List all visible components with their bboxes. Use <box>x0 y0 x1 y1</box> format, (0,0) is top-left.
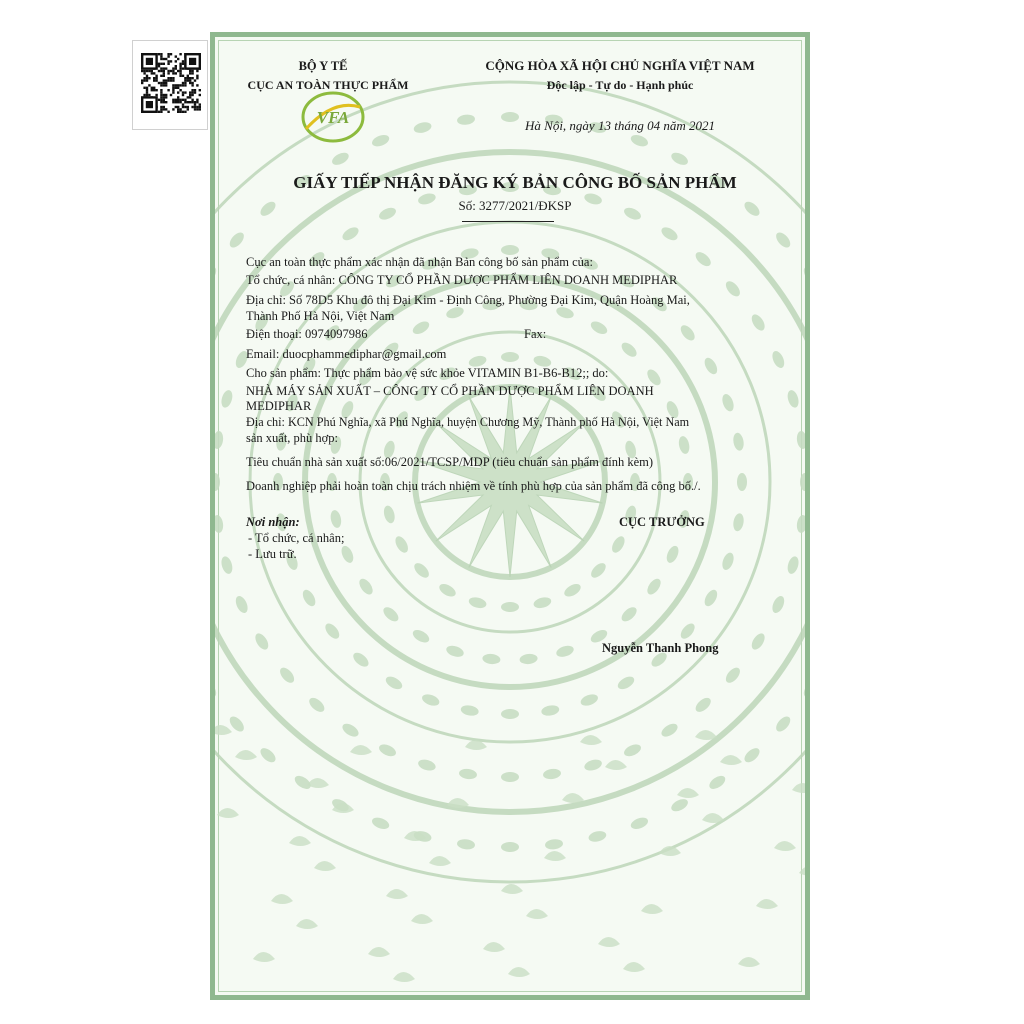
vfa-logo <box>298 89 368 145</box>
fax-number: Fax: <box>524 327 547 341</box>
document-number: Số: 3277/2021/ĐKSP <box>458 198 572 213</box>
place-date: Hà Nội, ngày 13 tháng 04 năm 2021 <box>525 118 715 133</box>
responsibility-statement: Doanh nghiệp phải hoàn toàn chịu trách nhiệm về tính phù hợp của sản phẩm đã công bố./. <box>246 479 701 493</box>
national-motto: Độc lập - Tự do - Hạnh phúc <box>546 78 694 92</box>
document-title: GIẤY TIẾP NHẬN ĐĂNG KÝ BẢN CÔNG BỐ SẢN PHẨM <box>293 173 737 192</box>
vfa-logo-text: VFA <box>316 108 350 127</box>
recipient-item: - Lưu trữ. <box>248 547 297 561</box>
qr-code <box>132 40 208 130</box>
signer-title: CỤC TRƯỞNG <box>619 515 705 529</box>
recipients-heading: Nơi nhận: <box>246 515 300 529</box>
manufacturer-line-2: MEDIPHAR <box>246 399 312 413</box>
department-name: CỤC AN TOÀN THỰC PHẨM <box>247 78 409 92</box>
organization: Tổ chức, cá nhân: CÔNG TY CỔ PHẦN DƯỢC PHẨM LIÊN DOANH MEDIPHAR <box>246 273 678 287</box>
ministry-name: BỘ Y TẾ <box>298 59 348 73</box>
title-underline <box>462 221 554 222</box>
recipient-item: - Tổ chức, cá nhân; <box>248 531 345 545</box>
phone-number: Điện thoại: 0974097986 <box>246 327 368 341</box>
manufacturer-line-1: NHÀ MÁY SẢN XUẤT – CÔNG TY CỔ PHẦN DƯỢC PHẨM LIÊN DOANH <box>246 384 654 398</box>
signer-name: Nguyễn Thanh Phong <box>602 641 719 655</box>
qr-code-icon <box>141 53 201 113</box>
compliance-text: sản xuất, phù hợp: <box>246 431 339 445</box>
email-address: Email: duocphammediphar@gmail.com <box>246 347 447 361</box>
manufacturer-address: Địa chỉ: KCN Phú Nghĩa, xã Phú Nghĩa, huyện Chương Mỹ, Thành phố Hà Nội, Việt Nam <box>246 415 690 429</box>
product-name: Cho sản phẩm: Thực phẩm bảo vệ sức khỏe VITAMIN B1-B6-B12;; do: <box>246 366 609 380</box>
country-name: CỘNG HÒA XÃ HỘI CHỦ NGHĨA VIỆT NAM <box>485 58 755 73</box>
certificate-document <box>210 32 810 1000</box>
intro-text: Cục an toàn thực phẩm xác nhận đã nhận Bản công bố sản phẩm của: <box>246 255 593 269</box>
address-line-1: Địa chỉ: Số 78D5 Khu đô thị Đại Kim - Định Công, Phường Đại Kim, Quận Hoàng Mai, <box>246 293 690 307</box>
address-line-2: Thành Phố Hà Nội, Việt Nam <box>246 309 395 323</box>
product-standard: Tiêu chuẩn nhà sản xuất số:06/2021/TCSP/MDP (tiêu chuẩn sản phẩm đính kèm) <box>246 455 654 469</box>
